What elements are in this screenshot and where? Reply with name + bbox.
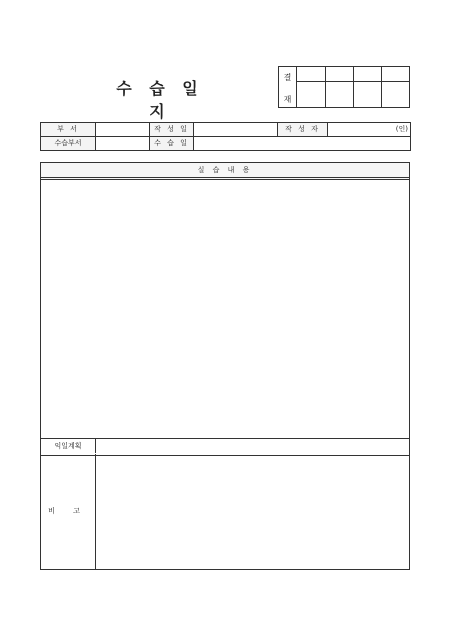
remarks-field[interactable] bbox=[96, 454, 409, 569]
next-day-plan-label: 익일계획 bbox=[41, 439, 96, 453]
write-date-field[interactable] bbox=[194, 123, 278, 137]
approval-label-bottom: 재 bbox=[283, 95, 292, 104]
content-box bbox=[40, 162, 410, 570]
approval-sign-cell-1[interactable] bbox=[296, 81, 326, 107]
approval-label-top: 결 bbox=[283, 73, 292, 82]
info-row-2 bbox=[41, 137, 411, 151]
approval-sign-cell-3[interactable] bbox=[353, 81, 382, 107]
next-day-plan-field[interactable] bbox=[96, 439, 409, 453]
training-date-field[interactable] bbox=[194, 137, 411, 151]
practice-content-header: 실 습 내 용 bbox=[41, 163, 409, 180]
approval-title-cell-3[interactable] bbox=[353, 67, 382, 82]
dept-label: 부 서 bbox=[41, 123, 96, 137]
remarks-label: 비 고 bbox=[41, 454, 96, 569]
training-date-label: 수 습 일 bbox=[150, 137, 194, 151]
approval-title-cell-1[interactable] bbox=[296, 67, 326, 82]
seal-mark: (인) bbox=[395, 125, 408, 133]
approval-sign-cell-4[interactable] bbox=[381, 81, 409, 107]
approval-box bbox=[278, 66, 410, 108]
info-table bbox=[40, 122, 411, 151]
training-dept-label: 수습부서 bbox=[41, 137, 96, 151]
write-date-label: 작 성 일 bbox=[150, 123, 194, 137]
training-dept-field[interactable] bbox=[96, 137, 150, 151]
author-field[interactable] bbox=[328, 123, 411, 137]
document-title: 수 습 일 지 bbox=[116, 79, 204, 121]
approval-title-cell-4[interactable] bbox=[381, 67, 409, 82]
practice-content-area[interactable] bbox=[41, 180, 409, 438]
author-label: 작 성 자 bbox=[278, 123, 328, 137]
dept-field[interactable] bbox=[96, 123, 150, 137]
approval-sign-cell-2[interactable] bbox=[325, 81, 354, 107]
approval-title-cell-2[interactable] bbox=[325, 67, 354, 82]
info-row-1 bbox=[41, 123, 411, 137]
